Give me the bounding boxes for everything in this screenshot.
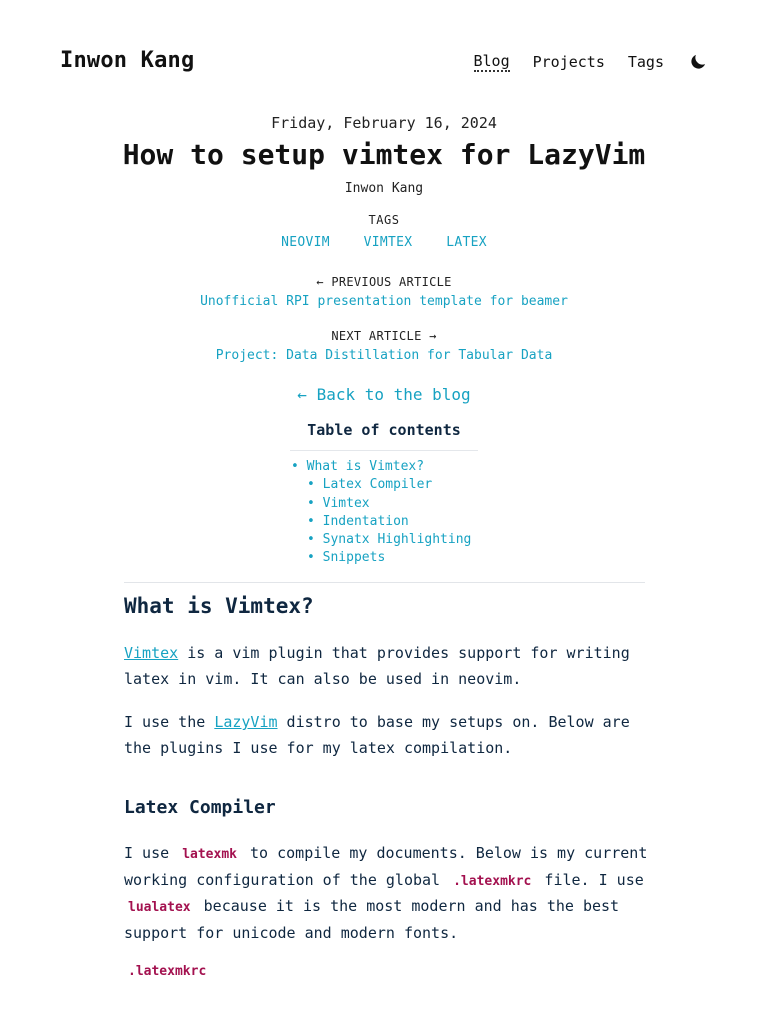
- toc-item-what-is-vimtex[interactable]: • What is Vimtex?: [291, 459, 425, 474]
- main-nav: [451, 52, 709, 72]
- tag-list: [0, 235, 768, 250]
- section-heading-what-is-vimtex: What is Vimtex?: [124, 594, 314, 618]
- paragraph-text: I use the: [124, 713, 215, 731]
- nav-projects[interactable]: Projects: [532, 53, 605, 71]
- previous-article-label: ← PREVIOUS ARTICLE: [316, 275, 452, 289]
- toc-divider: [290, 450, 478, 451]
- content-divider: [124, 582, 645, 583]
- table-of-contents: [291, 458, 471, 568]
- back-to-blog-link[interactable]: ← Back to the blog: [297, 385, 471, 404]
- paragraph-lazyvim: [124, 710, 654, 761]
- tags-label: TAGS: [368, 213, 400, 227]
- code-block-filename: .latexmkrc: [128, 964, 207, 979]
- post-author: Inwon Kang: [344, 181, 424, 196]
- tag-neovim[interactable]: NEOVIM: [281, 235, 330, 250]
- toc-item-syntax-highlighting[interactable]: • Synatx Highlighting: [307, 532, 472, 548]
- nav-blog[interactable]: Blog: [473, 52, 510, 70]
- paragraph-text: I use: [124, 844, 179, 862]
- paragraph-text: distro to base my setups on. Below are the plugins I use for my latex compilation.: [124, 713, 630, 757]
- site-header: [0, 0, 768, 120]
- inline-code-latexmk: latexmk: [182, 847, 237, 862]
- tag-vimtex[interactable]: VIMTEX: [363, 235, 413, 250]
- paragraph-latex-compiler: [124, 841, 654, 946]
- next-article-label: NEXT ARTICLE →: [331, 329, 437, 343]
- paragraph-vimtex-intro: [124, 641, 654, 692]
- post-date: Friday, February 16, 2024: [271, 114, 497, 132]
- paragraph-text: is a vim plugin that provides support for writing latex in vim. It can also be used in neovim.: [124, 644, 630, 688]
- inline-code-latexmkrc: .latexmkrc: [453, 873, 532, 889]
- toc-title: Table of contents: [307, 421, 461, 439]
- site-title-link[interactable]: Inwon Kang: [60, 48, 195, 73]
- paragraph-text: file. I use: [535, 870, 644, 889]
- section-heading-latex-compiler: Latex Compiler: [124, 797, 276, 818]
- moon-icon[interactable]: [688, 52, 708, 72]
- previous-article-link[interactable]: Unofficial RPI presentation template for beamer: [200, 294, 568, 309]
- toc-item-snippets[interactable]: • Snippets: [307, 550, 386, 566]
- toc-item-vimtex[interactable]: • Vimtex: [307, 495, 370, 511]
- paragraph-text: because it is the most modern and has the best support for unicode and modern fonts.: [124, 897, 620, 942]
- page-title: How to setup vimtex for LazyVim: [122, 138, 646, 171]
- toc-item-latex-compiler[interactable]: • Latex Compiler: [307, 477, 433, 493]
- toc-item-indentation[interactable]: • Indentation: [307, 513, 409, 529]
- lazyvim-link[interactable]: LazyVim: [214, 713, 278, 731]
- vimtex-link[interactable]: Vimtex: [124, 644, 179, 662]
- tag-latex[interactable]: LATEX: [446, 235, 487, 250]
- inline-code-lualatex: lualatex: [128, 900, 191, 915]
- paragraph-text: to compile my documents. Below is my current working configuration of the global: [124, 844, 648, 889]
- next-article-link[interactable]: Project: Data Distillation for Tabular Data: [215, 348, 553, 363]
- nav-tags[interactable]: Tags: [627, 53, 664, 71]
